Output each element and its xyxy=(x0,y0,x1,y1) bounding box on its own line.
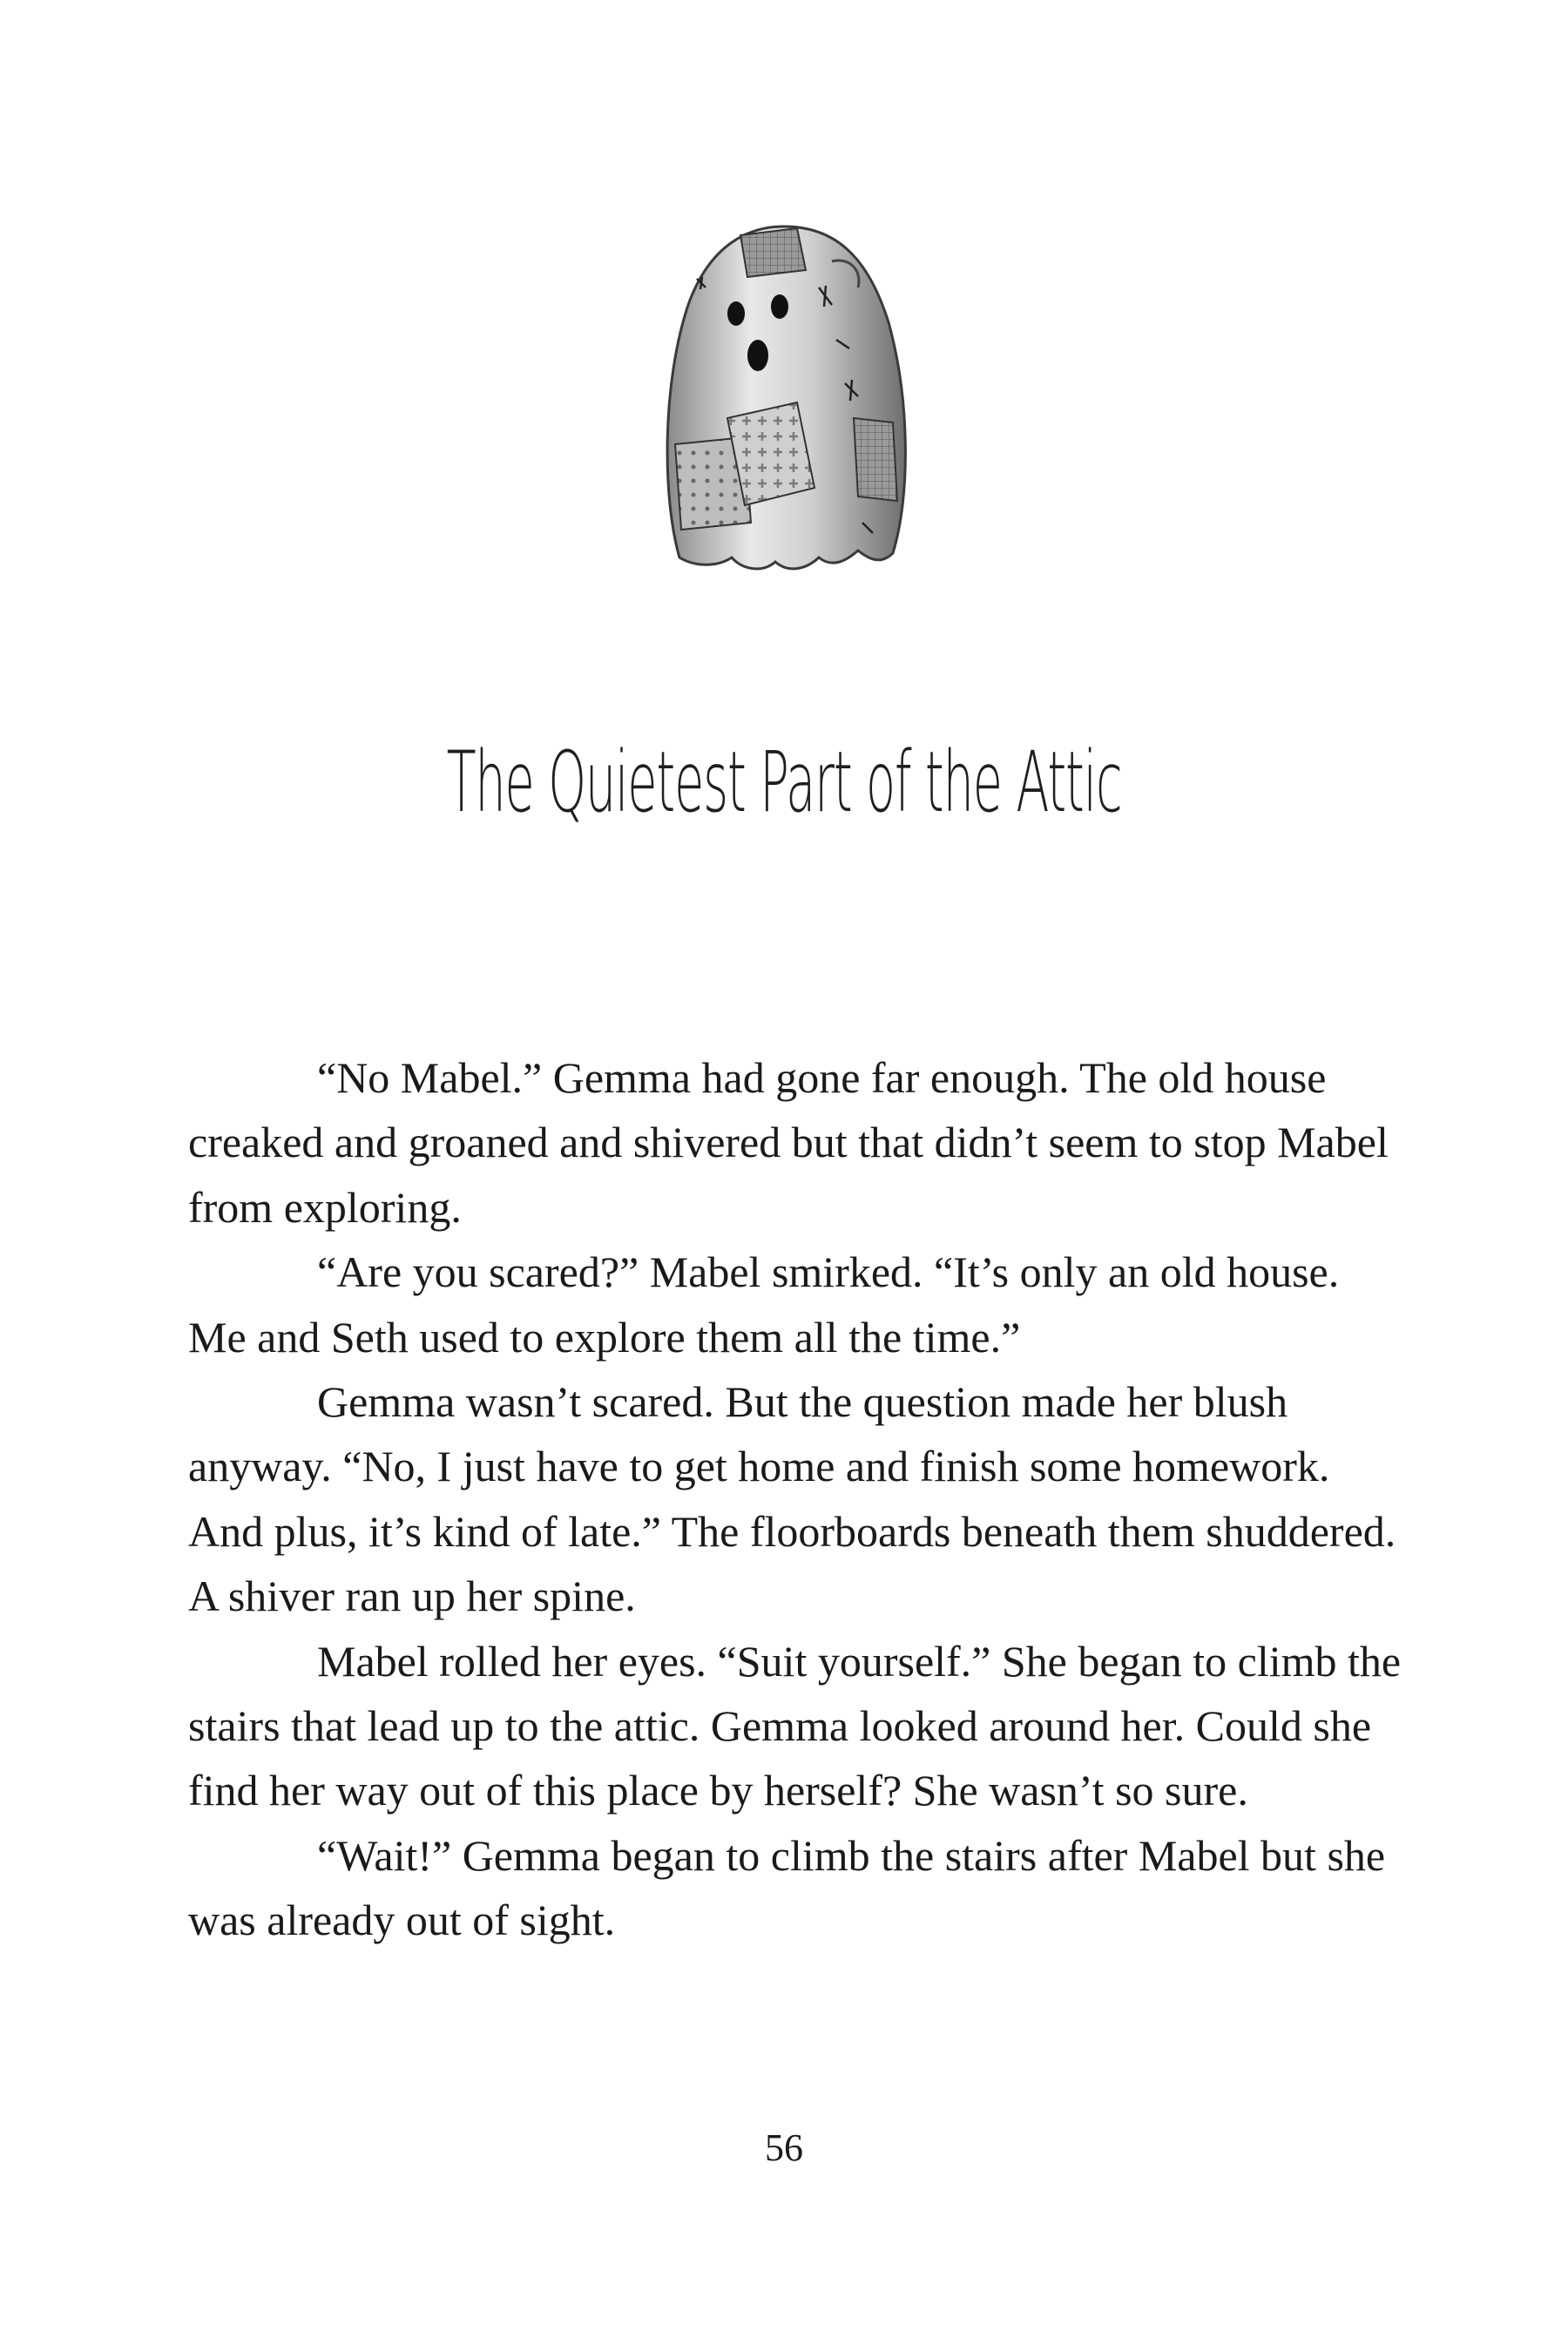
paragraph: “Wait!” Gemma began to climb the stairs after Mabel but she was already out of sight. xyxy=(188,1830,1386,1945)
page-number: 56 xyxy=(765,2126,803,2169)
chapter-body xyxy=(188,1045,1408,1953)
paragraph: “Are you scared?” Mabel smirked. “It’s only an old house. Me and Seth used to explore them all the time.” xyxy=(188,1247,1340,1362)
paragraph: “No Mabel.” Gemma had gone far enough. The old house creaked and groaned and shivered but that didn’t seem to stop Mabel from exploring. xyxy=(188,1053,1389,1232)
patchwork-ghost-icon xyxy=(645,209,923,584)
paragraph: Mabel rolled her eyes. “Suit yourself.” She began to climb the stairs that lead up to the attic. Gemma looked around her. Could she find her way out of this place by herself? She wasn’t so sure. xyxy=(188,1636,1402,1815)
paragraph: Gemma wasn’t scared. But the question made her blush anyway. “No, I just have to get home and finish some homework. And plus, it’s kind of late.” The floorboards beneath them shuddered. A shiver ran up her spine. xyxy=(188,1377,1396,1621)
chapter-title: The Quietest Part of the Attic xyxy=(446,733,1122,831)
